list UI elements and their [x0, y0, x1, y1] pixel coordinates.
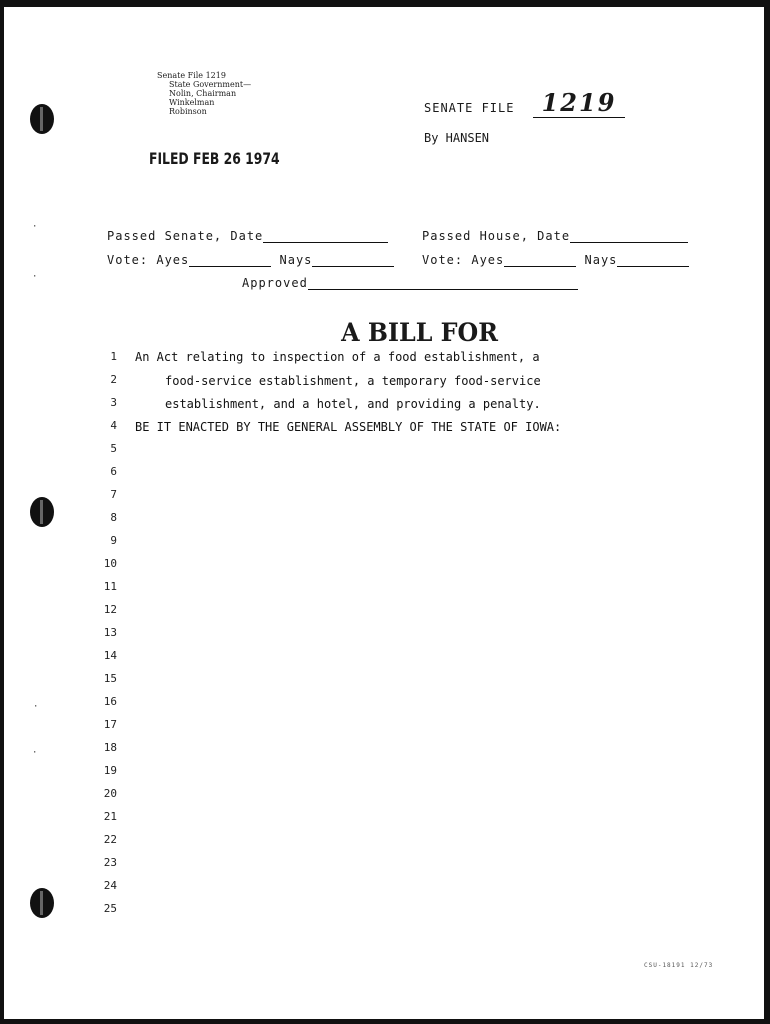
line-number: 14: [103, 649, 117, 662]
punch-hole-icon: [30, 497, 54, 527]
line-number: 22: [103, 833, 117, 846]
line-number: 6: [110, 465, 117, 478]
passed-house-date-blank: [570, 230, 688, 243]
line-number: 3: [110, 396, 117, 409]
line-number: 5: [110, 442, 117, 455]
passed-house-label: Passed House, Date: [422, 229, 571, 243]
line-number: 19: [103, 764, 117, 777]
line-number: 18: [103, 741, 117, 754]
scan-border-top: [0, 0, 770, 7]
punch-hole-icon: [30, 104, 54, 134]
house-ayes-blank: [504, 254, 576, 267]
approved-field: [242, 276, 578, 290]
scan-speck: ·: [32, 748, 38, 758]
line-number: 12: [103, 603, 117, 616]
senate-file-number: 1219: [533, 89, 625, 118]
house-vote-field: [422, 253, 689, 267]
form-code: CSU-18191 12/73: [644, 962, 714, 969]
line-number: 21: [103, 810, 117, 823]
passed-senate-field: [107, 229, 388, 243]
committee-block: [157, 71, 251, 116]
enacting-clause: BE IT ENACTED BY THE GENERAL ASSEMBLY OF THE STATE OF IOWA:: [135, 420, 562, 434]
committee-member: Robinson: [169, 107, 207, 116]
line-number: 15: [103, 672, 117, 685]
bill-text-line: food-service establishment, a temporary food-service: [165, 374, 541, 388]
bill-text-line: An Act relating to inspection of a food establishment, a: [135, 350, 540, 364]
filed-date-stamp: FILED FEB 26 1974: [149, 149, 280, 168]
sponsor-line: By HANSEN: [424, 131, 490, 145]
senate-file-label: SENATE FILE: [424, 101, 515, 115]
approved-label: Approved: [242, 276, 308, 290]
passed-senate-label: Passed Senate, Date: [107, 229, 264, 243]
punch-hole-icon: [30, 888, 54, 918]
scan-speck: ·: [33, 702, 39, 712]
committee-name: State Government—: [169, 80, 252, 89]
senate-vote-field: [107, 253, 394, 267]
line-number: 13: [103, 626, 117, 639]
line-number: 7: [110, 488, 117, 501]
passed-house-field: [422, 229, 688, 243]
house-nays-blank: [617, 254, 689, 267]
scan-border-left: [0, 0, 4, 1024]
nays-label: Nays: [584, 253, 618, 267]
bill-text-line: establishment, and a hotel, and providing a penalty.: [165, 397, 541, 411]
committee-member: Nolin, Chairman: [169, 89, 237, 98]
senate-nays-blank: [312, 254, 394, 267]
line-number: 17: [103, 718, 117, 731]
committee-file-ref: Senate File 1219: [157, 71, 226, 80]
line-number: 24: [103, 879, 117, 892]
committee-member: Winkelman: [169, 98, 215, 107]
nays-label: Nays: [279, 253, 313, 267]
line-number: 16: [103, 695, 117, 708]
scan-speck: ·: [32, 222, 38, 232]
passed-senate-date-blank: [263, 230, 388, 243]
line-number: 11: [103, 580, 117, 593]
vote-label: Vote:: [107, 253, 149, 267]
line-number: 20: [103, 787, 117, 800]
ayes-label: Ayes: [471, 253, 505, 267]
line-number: 4: [110, 419, 117, 432]
line-number: 2: [110, 373, 117, 386]
senate-ayes-blank: [189, 254, 271, 267]
ayes-label: Ayes: [156, 253, 190, 267]
bill-title-text: A BILL FOR: [341, 318, 499, 347]
line-number: 10: [103, 557, 117, 570]
approved-blank: [308, 277, 578, 290]
scan-border-right: [764, 0, 770, 1024]
line-number: 8: [110, 511, 117, 524]
line-number: 9: [110, 534, 117, 547]
scan-speck: ·: [32, 272, 38, 282]
bill-title: [0, 318, 770, 347]
scan-border-bottom: [0, 1019, 770, 1024]
vote-label: Vote:: [422, 253, 464, 267]
line-number: 23: [103, 856, 117, 869]
line-number: 25: [103, 902, 117, 915]
line-number: 1: [110, 350, 117, 363]
